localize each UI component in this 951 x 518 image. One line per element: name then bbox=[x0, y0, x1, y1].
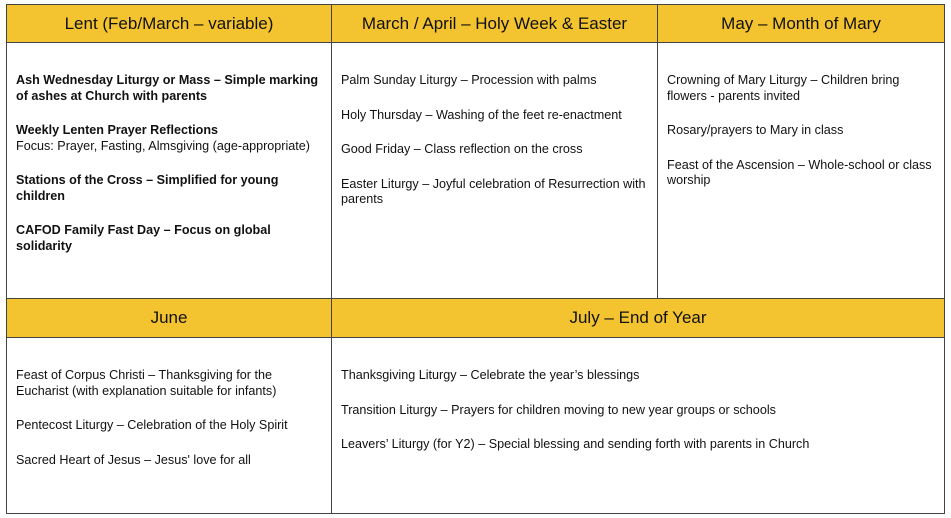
list-item: Sacred Heart of Jesus – Jesus' love for all bbox=[16, 452, 251, 467]
list-item: Leavers’ Liturgy (for Y2) – Special blessing and sending forth with parents in Church bbox=[341, 437, 810, 451]
list-item: Good Friday – Class reflection on the cross bbox=[341, 142, 583, 156]
item-title: Ash Wednesday Liturgy or Mass – Simple marking of ashes at Church with parents bbox=[16, 73, 319, 103]
header-may-label: May – Month of Mary bbox=[721, 13, 881, 33]
header-easter-label: March / April – Holy Week & Easter bbox=[361, 13, 628, 33]
header-june-label: June bbox=[150, 308, 188, 327]
header-lent-label: Lent (Feb/March – variable) bbox=[64, 13, 274, 33]
list-item: Feast of Corpus Christi – Thanksgiving for the Eucharist (with explanation suitable for infants) bbox=[16, 368, 277, 398]
list-item: Feast of the Ascension – Whole-school or class worship bbox=[667, 157, 932, 187]
list-item bbox=[16, 223, 323, 254]
list-item: Holy Thursday – Washing of the feet re-enactment bbox=[341, 107, 622, 122]
list-item bbox=[16, 73, 323, 104]
list-item: Palm Sunday Liturgy – Procession with palms bbox=[341, 73, 597, 87]
cell-may bbox=[658, 43, 944, 299]
header-easter bbox=[332, 5, 658, 43]
header-july-label: July – End of Year bbox=[569, 308, 707, 327]
item-title: Stations of the Cross – Simplified for young children bbox=[16, 173, 279, 203]
cell-easter bbox=[332, 43, 658, 299]
list-item: Pentecost Liturgy – Celebration of the Holy Spirit bbox=[16, 418, 288, 432]
list-item: Transition Liturgy – Prayers for children moving to new year groups or schools bbox=[341, 402, 776, 417]
header-june bbox=[7, 299, 332, 338]
list-item bbox=[16, 123, 323, 154]
cell-july bbox=[332, 338, 944, 513]
item-title: CAFOD Family Fast Day – Focus on global solidarity bbox=[16, 223, 271, 253]
list-item: Rosary/prayers to Mary in class bbox=[667, 123, 844, 137]
list-item bbox=[16, 173, 323, 204]
list-item: Crowning of Mary Liturgy – Children bring flowers - parents invited bbox=[667, 73, 900, 103]
list-item: Easter Liturgy – Joyful celebration of Resurrection with parents bbox=[341, 176, 646, 206]
liturgy-calendar-table bbox=[6, 4, 945, 514]
cell-lent bbox=[7, 43, 332, 299]
list-item: Thanksgiving Liturgy – Celebrate the year’s blessings bbox=[341, 368, 640, 382]
header-july bbox=[332, 299, 944, 338]
header-may bbox=[658, 5, 944, 43]
header-lent bbox=[7, 5, 332, 43]
item-subtitle: Focus: Prayer, Fasting, Almsgiving (age-appropriate) bbox=[16, 138, 310, 153]
cell-june bbox=[7, 338, 332, 513]
item-title: Weekly Lenten Prayer Reflections bbox=[16, 123, 219, 137]
